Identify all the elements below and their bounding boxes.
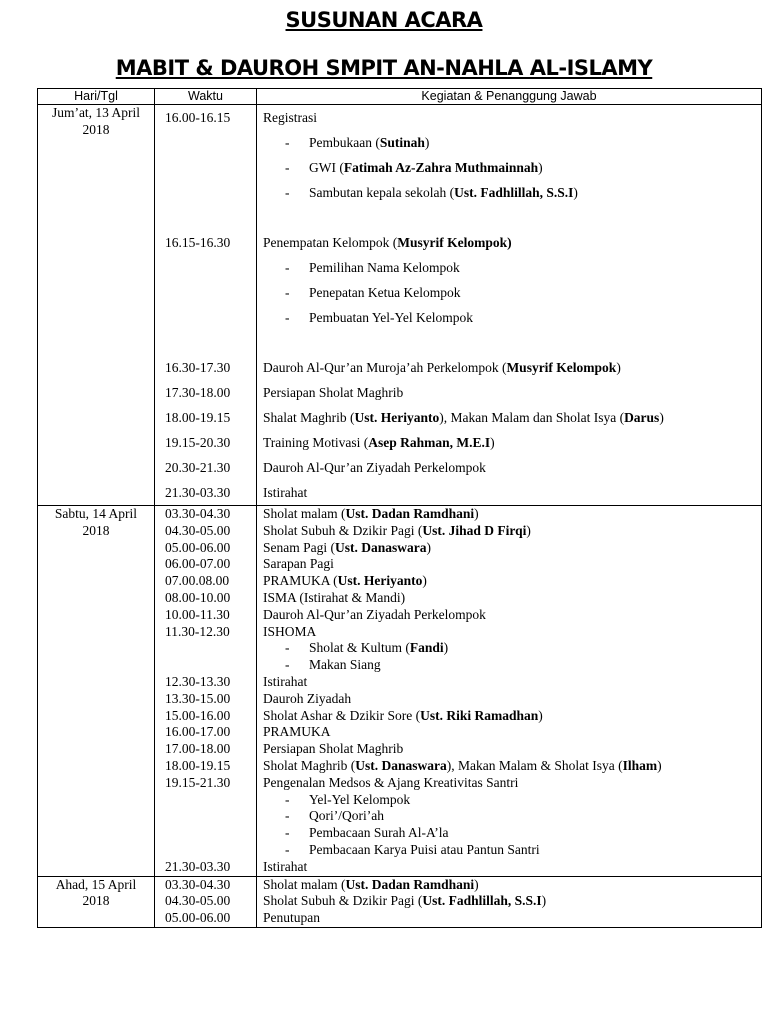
activity-text: ), Makan Malam dan Sholat Isya ( — [439, 410, 625, 425]
activity — [263, 775, 755, 792]
activity — [263, 405, 755, 430]
activity-text: ) — [573, 185, 578, 200]
activity-text: ) — [538, 160, 543, 175]
sub-activity — [263, 255, 755, 280]
activity-text: Istirahat — [263, 858, 308, 874]
time-slot — [165, 155, 250, 180]
bullet-dash: - — [285, 160, 290, 175]
time-slot: 18.00-19.15 — [165, 410, 231, 425]
day-row — [38, 506, 762, 877]
activity — [263, 910, 755, 927]
time-slot: 05.00-06.00 — [165, 539, 231, 555]
activity-text: Sholat malam ( — [263, 506, 346, 521]
person-in-charge: Ust. Heriyanto — [354, 410, 440, 425]
time-slot: 13.30-15.00 — [165, 690, 231, 706]
time-slot — [165, 825, 250, 842]
person-in-charge: Ust. Dadan Ramdhani — [345, 506, 475, 521]
time-slot — [165, 280, 250, 305]
time-slot: 21.30-03.30 — [165, 485, 231, 500]
time-slot: 12.30-13.30 — [165, 673, 231, 689]
activity — [263, 590, 755, 607]
time-slot: 10.00-11.30 — [165, 606, 230, 622]
person-in-charge: Ust. Jihad D Firqi — [422, 522, 527, 538]
time-column — [155, 876, 257, 927]
activity-text: GWI ( — [309, 160, 344, 175]
time-slot — [165, 808, 250, 825]
person-in-charge: Ust. Heriyanto — [337, 573, 423, 589]
day-row — [38, 876, 762, 927]
bullet-dash: - — [285, 791, 290, 807]
sub-activity — [263, 640, 755, 657]
sub-activity — [263, 155, 755, 180]
activity — [263, 480, 755, 505]
time-slot — [165, 255, 250, 280]
time-slot — [165, 640, 250, 657]
time-slot: 16.00-16.15 — [165, 110, 231, 125]
activity — [263, 708, 755, 725]
activity-text: Pemilihan Nama Kelompok — [309, 260, 460, 275]
time-slot: 17.30-18.00 — [165, 385, 231, 400]
bullet-dash: - — [285, 808, 290, 824]
activity — [263, 355, 755, 380]
activity — [263, 607, 755, 624]
activity-text: ISMA (Istirahat & Mandi) — [263, 589, 406, 605]
person-in-charge: Ust. Riki Ramadhan — [420, 707, 539, 723]
activity-text: Sholat malam ( — [263, 876, 346, 892]
activity-text: ) — [538, 707, 543, 723]
spacer — [165, 205, 250, 230]
activity — [263, 556, 755, 573]
person-in-charge: Musyrif Kelompok — [506, 360, 617, 375]
activity-text: ISHOMA — [263, 623, 317, 639]
day-cell: Sabtu, 14 April 2018 — [38, 506, 155, 877]
activity-text: PRAMUKA — [263, 724, 331, 740]
activity-text: Dauroh Al-Qur’an Ziyadah Perkelompok — [263, 606, 486, 622]
activity — [263, 674, 755, 691]
activity — [263, 230, 755, 255]
time-slot: 04.30-05.00 — [165, 893, 231, 909]
activity-text: ) — [659, 410, 664, 425]
time-slot: 03.30-04.30 — [165, 876, 231, 892]
time-column — [155, 506, 257, 877]
day-cell: Jum’at, 13 April 2018 — [38, 105, 155, 506]
activity-text: ) — [616, 360, 621, 375]
time-slot — [165, 180, 250, 205]
page-title: SUSUNAN ACARA — [285, 8, 483, 32]
person-in-charge: Asep Rahman, M.E.I — [368, 435, 491, 450]
activity — [263, 380, 755, 405]
activity — [263, 540, 755, 557]
activity-text: Dauroh Al-Qur’an Muroja’ah Perkelompok ( — [263, 360, 507, 375]
activity-text: ) — [424, 135, 430, 150]
sub-activity — [263, 657, 755, 674]
activity-text: Sholat Maghrib ( — [263, 757, 356, 773]
activity — [263, 741, 755, 758]
bullet-dash: - — [285, 185, 290, 200]
activity — [263, 430, 755, 455]
day-cell: Ahad, 15 April 2018 — [38, 876, 155, 927]
time-column — [155, 105, 257, 506]
activity-text: ) — [526, 522, 531, 538]
spacer — [165, 330, 250, 355]
person-in-charge: Ust. Danaswara — [335, 539, 427, 555]
time-slot: 19.15-21.30 — [165, 774, 231, 790]
bullet-dash: - — [285, 825, 290, 841]
activity-text: Pembacaan Karya Puisi atau Pantun Santri — [309, 841, 540, 857]
activity-text: ) — [490, 435, 495, 450]
activity — [263, 523, 755, 540]
activity-text: Istirahat — [263, 485, 308, 500]
time-slot: 19.15-20.30 — [165, 435, 231, 450]
activity-text: Pembuatan Yel-Yel Kelompok — [309, 310, 474, 325]
person-in-charge: Ust. Danaswara — [355, 757, 447, 773]
activity-column — [257, 876, 762, 927]
activity — [263, 573, 755, 590]
sub-activity — [263, 130, 755, 155]
activity — [263, 506, 755, 523]
activity-text: Sholat Subuh & Dzikir Pagi ( — [263, 522, 423, 538]
bullet-dash: - — [285, 841, 290, 857]
time-slot — [165, 305, 250, 330]
activity — [263, 877, 755, 894]
activity-text: Sholat Subuh & Dzikir Pagi ( — [263, 893, 423, 909]
activity — [263, 758, 755, 775]
time-slot: 16.00-17.00 — [165, 724, 231, 740]
person-in-charge: Fandi — [409, 640, 444, 656]
activity — [263, 691, 755, 708]
activity-text: Qori’/Qori’ah — [309, 808, 384, 824]
activity-column — [257, 506, 762, 877]
activity-text: ) — [422, 573, 427, 589]
time-slot: 15.00-16.00 — [165, 707, 231, 723]
time-slot: 16.30-17.30 — [165, 360, 231, 375]
activity-text: PRAMUKA ( — [263, 573, 338, 589]
activity-text: Sambutan kepala sekolah ( — [309, 185, 455, 200]
header-row — [38, 89, 762, 105]
time-slot: 17.00-18.00 — [165, 741, 231, 757]
time-slot: 11.30-12.30 — [165, 623, 230, 639]
activity-text: Penempatan Kelompok ( — [263, 235, 398, 250]
activity-text: Sarapan Pagi — [263, 556, 334, 572]
person-in-charge: Ust. Dadan Ramdhani — [345, 876, 475, 892]
time-slot — [165, 130, 250, 155]
activity-text: ) — [541, 893, 547, 909]
sub-activity — [263, 280, 755, 305]
activity-text: ) — [426, 539, 432, 555]
person-in-charge: Ust. Fadhlillah, S.S.I — [422, 893, 542, 909]
header-time: Waktu — [155, 89, 257, 105]
bullet-dash: - — [285, 135, 290, 150]
activity-text: Makan Siang — [309, 657, 381, 673]
time-slot: 05.00-06.00 — [165, 910, 231, 926]
schedule-table — [37, 88, 762, 928]
sub-activity — [263, 180, 755, 205]
header-day: Hari/Tgl — [38, 89, 155, 105]
spacer — [263, 205, 755, 230]
activity — [263, 724, 755, 741]
time-slot — [165, 792, 250, 809]
activity-text: Istirahat — [263, 673, 308, 689]
time-slot: 21.30-03.30 — [165, 858, 231, 874]
activity — [263, 893, 755, 910]
time-slot: 08.00-10.00 — [165, 589, 231, 605]
activity — [263, 624, 755, 641]
activity-column — [257, 105, 762, 506]
activity-text: Senam Pagi ( — [263, 539, 335, 555]
activity-text: ) — [474, 876, 479, 892]
sub-activity — [263, 825, 755, 842]
person-in-charge: Ilham — [622, 757, 658, 773]
activity — [263, 105, 755, 130]
activity — [263, 455, 755, 480]
activity-text: Pengenalan Medsos & Ajang Kreativitas Santri — [263, 774, 519, 790]
day-row — [38, 105, 762, 506]
activity-text: Pembukaan ( — [309, 135, 380, 150]
activity-text: Penutupan — [263, 910, 320, 926]
header-activity: Kegiatan & Penanggung Jawab — [257, 89, 762, 105]
sub-activity — [263, 842, 755, 859]
time-slot: 06.00-07.00 — [165, 556, 231, 572]
time-slot: 04.30-05.00 — [165, 522, 231, 538]
time-slot — [165, 657, 250, 674]
bullet-dash: - — [285, 657, 290, 673]
person-in-charge: Darus — [624, 410, 660, 425]
activity-text: ), Makan Malam & Sholat Isya ( — [446, 757, 623, 773]
sub-activity — [263, 792, 755, 809]
person-in-charge: Ust. Fadhlillah, S.S.I — [454, 185, 574, 200]
page-subtitle: MABIT & DAUROH SMPIT AN-NAHLA AL-ISLAMY — [115, 56, 653, 80]
activity-text: Penepatan Ketua Kelompok — [309, 285, 461, 300]
bullet-dash: - — [285, 640, 290, 656]
activity-text: Sholat Ashar & Dzikir Sore ( — [263, 707, 421, 723]
activity-text: ) — [443, 640, 449, 656]
time-slot — [165, 842, 250, 859]
time-slot: 18.00-19.15 — [165, 757, 231, 773]
activity-text: Persiapan Sholat Maghrib — [263, 385, 404, 400]
activity-text: Registrasi — [263, 110, 317, 125]
person-in-charge: Musyrif Kelompok) — [397, 235, 512, 250]
time-slot: 20.30-21.30 — [165, 460, 231, 475]
activity-text: Persiapan Sholat Maghrib — [263, 741, 404, 757]
person-in-charge: Sutinah — [379, 135, 425, 150]
activity-text: Dauroh Al-Qur’an Ziyadah Perkelompok — [263, 460, 486, 475]
activity-text: Training Motivasi ( — [263, 435, 369, 450]
bullet-dash: - — [285, 310, 290, 325]
time-slot: 03.30-04.30 — [165, 506, 231, 521]
activity — [263, 859, 755, 876]
activity-text: ) — [657, 757, 662, 773]
sub-activity — [263, 808, 755, 825]
time-slot: 16.15-16.30 — [165, 235, 231, 250]
activity-text: Dauroh Ziyadah — [263, 690, 352, 706]
activity-text: Shalat Maghrib ( — [263, 410, 355, 425]
bullet-dash: - — [285, 260, 290, 275]
time-slot: 07.00.08.00 — [165, 573, 230, 589]
sub-activity — [263, 305, 755, 330]
activity-text: Pembacaan Surah Al-A’la — [309, 825, 449, 841]
activity-text: Sholat & Kultum ( — [309, 640, 410, 656]
person-in-charge: Fatimah Az-Zahra Muthmainnah — [343, 160, 539, 175]
activity-text: ) — [474, 506, 479, 521]
bullet-dash: - — [285, 285, 290, 300]
activity-text: Yel-Yel Kelompok — [309, 791, 411, 807]
spacer — [263, 330, 755, 355]
